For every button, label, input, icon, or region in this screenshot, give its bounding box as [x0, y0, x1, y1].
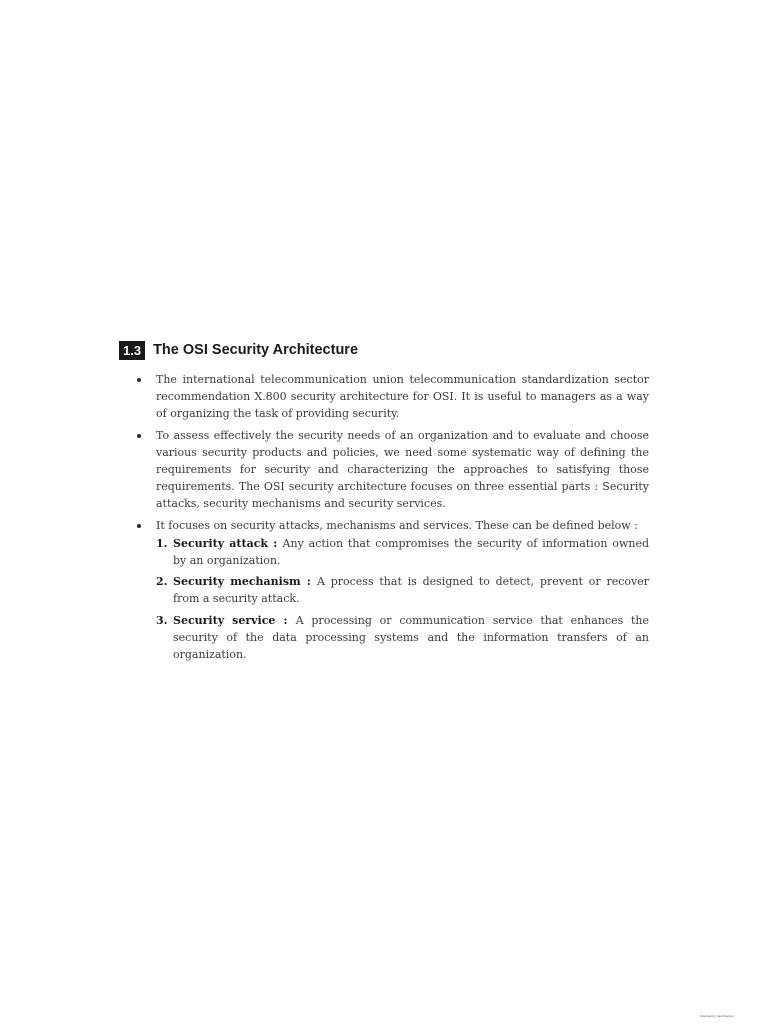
section-number: 1.3 [119, 341, 145, 360]
section-title: The OSI Security Architecture [153, 342, 359, 358]
definition-text: A process that is designed to detect, prevent or recover from a security attack. [173, 575, 649, 606]
definition-number: 1. [156, 536, 168, 550]
bullet-text: The international telecommunication union telecommunication standardization sector recommendation X.800 security architecture for OSI. It is useful to managers as a way of organizing the task of providing security. [156, 373, 649, 421]
definition-text: A processing or communication service that enhances the security of the data processing systems and the information transfers of an organization. [173, 613, 649, 662]
definition-list [156, 535, 649, 663]
definition-number: 3. [156, 613, 168, 627]
bullet-item [119, 517, 649, 664]
definition-term: Security service : [173, 613, 296, 627]
section-osi-security-architecture [119, 339, 649, 667]
definition-text: Any action that compromises the security of information owned by an organization. [173, 536, 649, 568]
section-heading [119, 339, 649, 361]
bullet-list [119, 371, 649, 663]
bullet-icon [137, 378, 141, 382]
definition-item [156, 573, 649, 607]
definition-term: Security attack : [173, 536, 283, 550]
bullet-text: To assess effectively the security needs of an organization and to evaluate and choose various security products and policies, we need some systematic way of defining the requirements for security and characterizing the approaches to satisfying those requirements. The OSI security architecture focuses on three essential parts : Security attacks, security mechanisms and security services. [156, 428, 649, 511]
definition-term: Security mechanism : [173, 575, 317, 589]
definition-number: 2. [156, 575, 168, 589]
definition-item [156, 535, 649, 569]
bullet-item [119, 371, 649, 423]
bullet-icon [137, 434, 141, 438]
scanner-watermark: Scanned by CamScanner [699, 1014, 734, 1018]
bullet-text: It focuses on security attacks, mechanisms and services. These can be defined below : [156, 518, 638, 532]
bullet-item [119, 427, 649, 513]
bullet-icon [137, 524, 141, 528]
definition-item [156, 612, 649, 664]
